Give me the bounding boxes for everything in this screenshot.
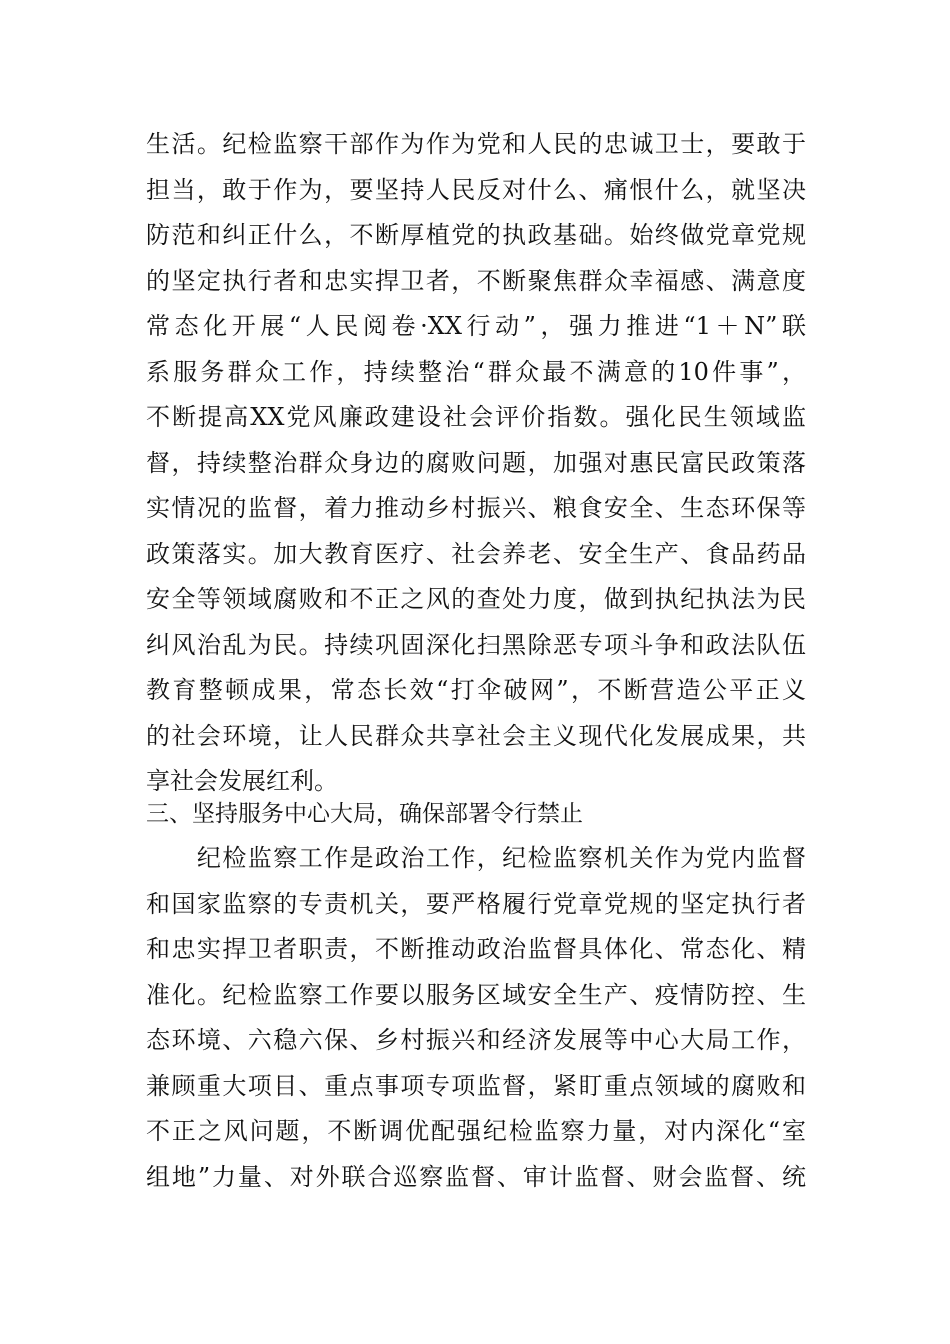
text-line: 督，持续整治群众身边的腐败问题，加强对惠民富民政策落 bbox=[146, 448, 806, 477]
text-line: 担当，敢于作为，要坚持人民反对什么、痛恨什么，就坚决 bbox=[146, 175, 806, 204]
text-line: 和忠实捍卫者职责，不断推动政治监督具体化、常态化、精 bbox=[146, 935, 806, 963]
text-line: 享社会发展红利。 bbox=[146, 767, 338, 795]
text-line: 政策落实。加大教育医疗、社会养老、安全生产、食品药品 bbox=[146, 539, 806, 568]
text-line: 生活。纪检监察干部作为作为党和人民的忠诚卫士，要敢于 bbox=[146, 130, 806, 158]
text-line: 不正之风问题，不断调优配强纪检监察力量，对内深化“室 bbox=[146, 1117, 806, 1145]
section-heading-3: 三、坚持服务中心大局，确保部署令行禁止 bbox=[146, 801, 583, 827]
text-line: 常态化开展“人民阅卷·XX行动”，强力推进“1＋N”联 bbox=[146, 312, 806, 340]
text-line: 纪检监察工作是政治工作，纪检监察机关作为党内监督 bbox=[146, 844, 806, 872]
text-line: 态环境、六稳六保、乡村振兴和经济发展等中心大局工作， bbox=[146, 1026, 806, 1054]
text-line: 纠风治乱为民。持续巩固深化扫黑除恶专项斗争和政法队伍 bbox=[146, 630, 806, 659]
text-line: 系服务群众工作，持续整治“群众最不满意的10件事”， bbox=[146, 357, 806, 386]
text-line: 实情况的监督，着力推动乡村振兴、粮食安全、生态环保等 bbox=[146, 494, 806, 522]
document-body bbox=[146, 0, 806, 1344]
text-line: 不断提高XX党风廉政建设社会评价指数。强化民生领域监 bbox=[146, 403, 806, 431]
text-line: 兼顾重大项目、重点事项专项监督，紧盯重点领域的腐败和 bbox=[146, 1071, 806, 1100]
text-line: 和国家监察的专责机关，要严格履行党章党规的坚定执行者 bbox=[146, 889, 806, 918]
text-line: 准化。纪检监察工作要以服务区域安全生产、疫情防控、生 bbox=[146, 980, 806, 1009]
text-line: 的坚定执行者和忠实捍卫者，不断聚焦群众幸福感、满意度 bbox=[146, 266, 806, 295]
text-line: 组地”力量、对外联合巡察监督、审计监督、财会监督、统 bbox=[146, 1162, 806, 1191]
text-line: 的社会环境，让人民群众共享社会主义现代化发展成果，共 bbox=[146, 721, 806, 750]
text-line: 安全等领域腐败和不正之风的查处力度，做到执纪执法为民 bbox=[146, 585, 806, 613]
text-line: 防范和纠正什么，不断厚植党的执政基础。始终做党章党规 bbox=[146, 221, 806, 249]
text-line: 教育整顿成果，常态长效“打伞破网”，不断营造公平正义 bbox=[146, 676, 806, 704]
